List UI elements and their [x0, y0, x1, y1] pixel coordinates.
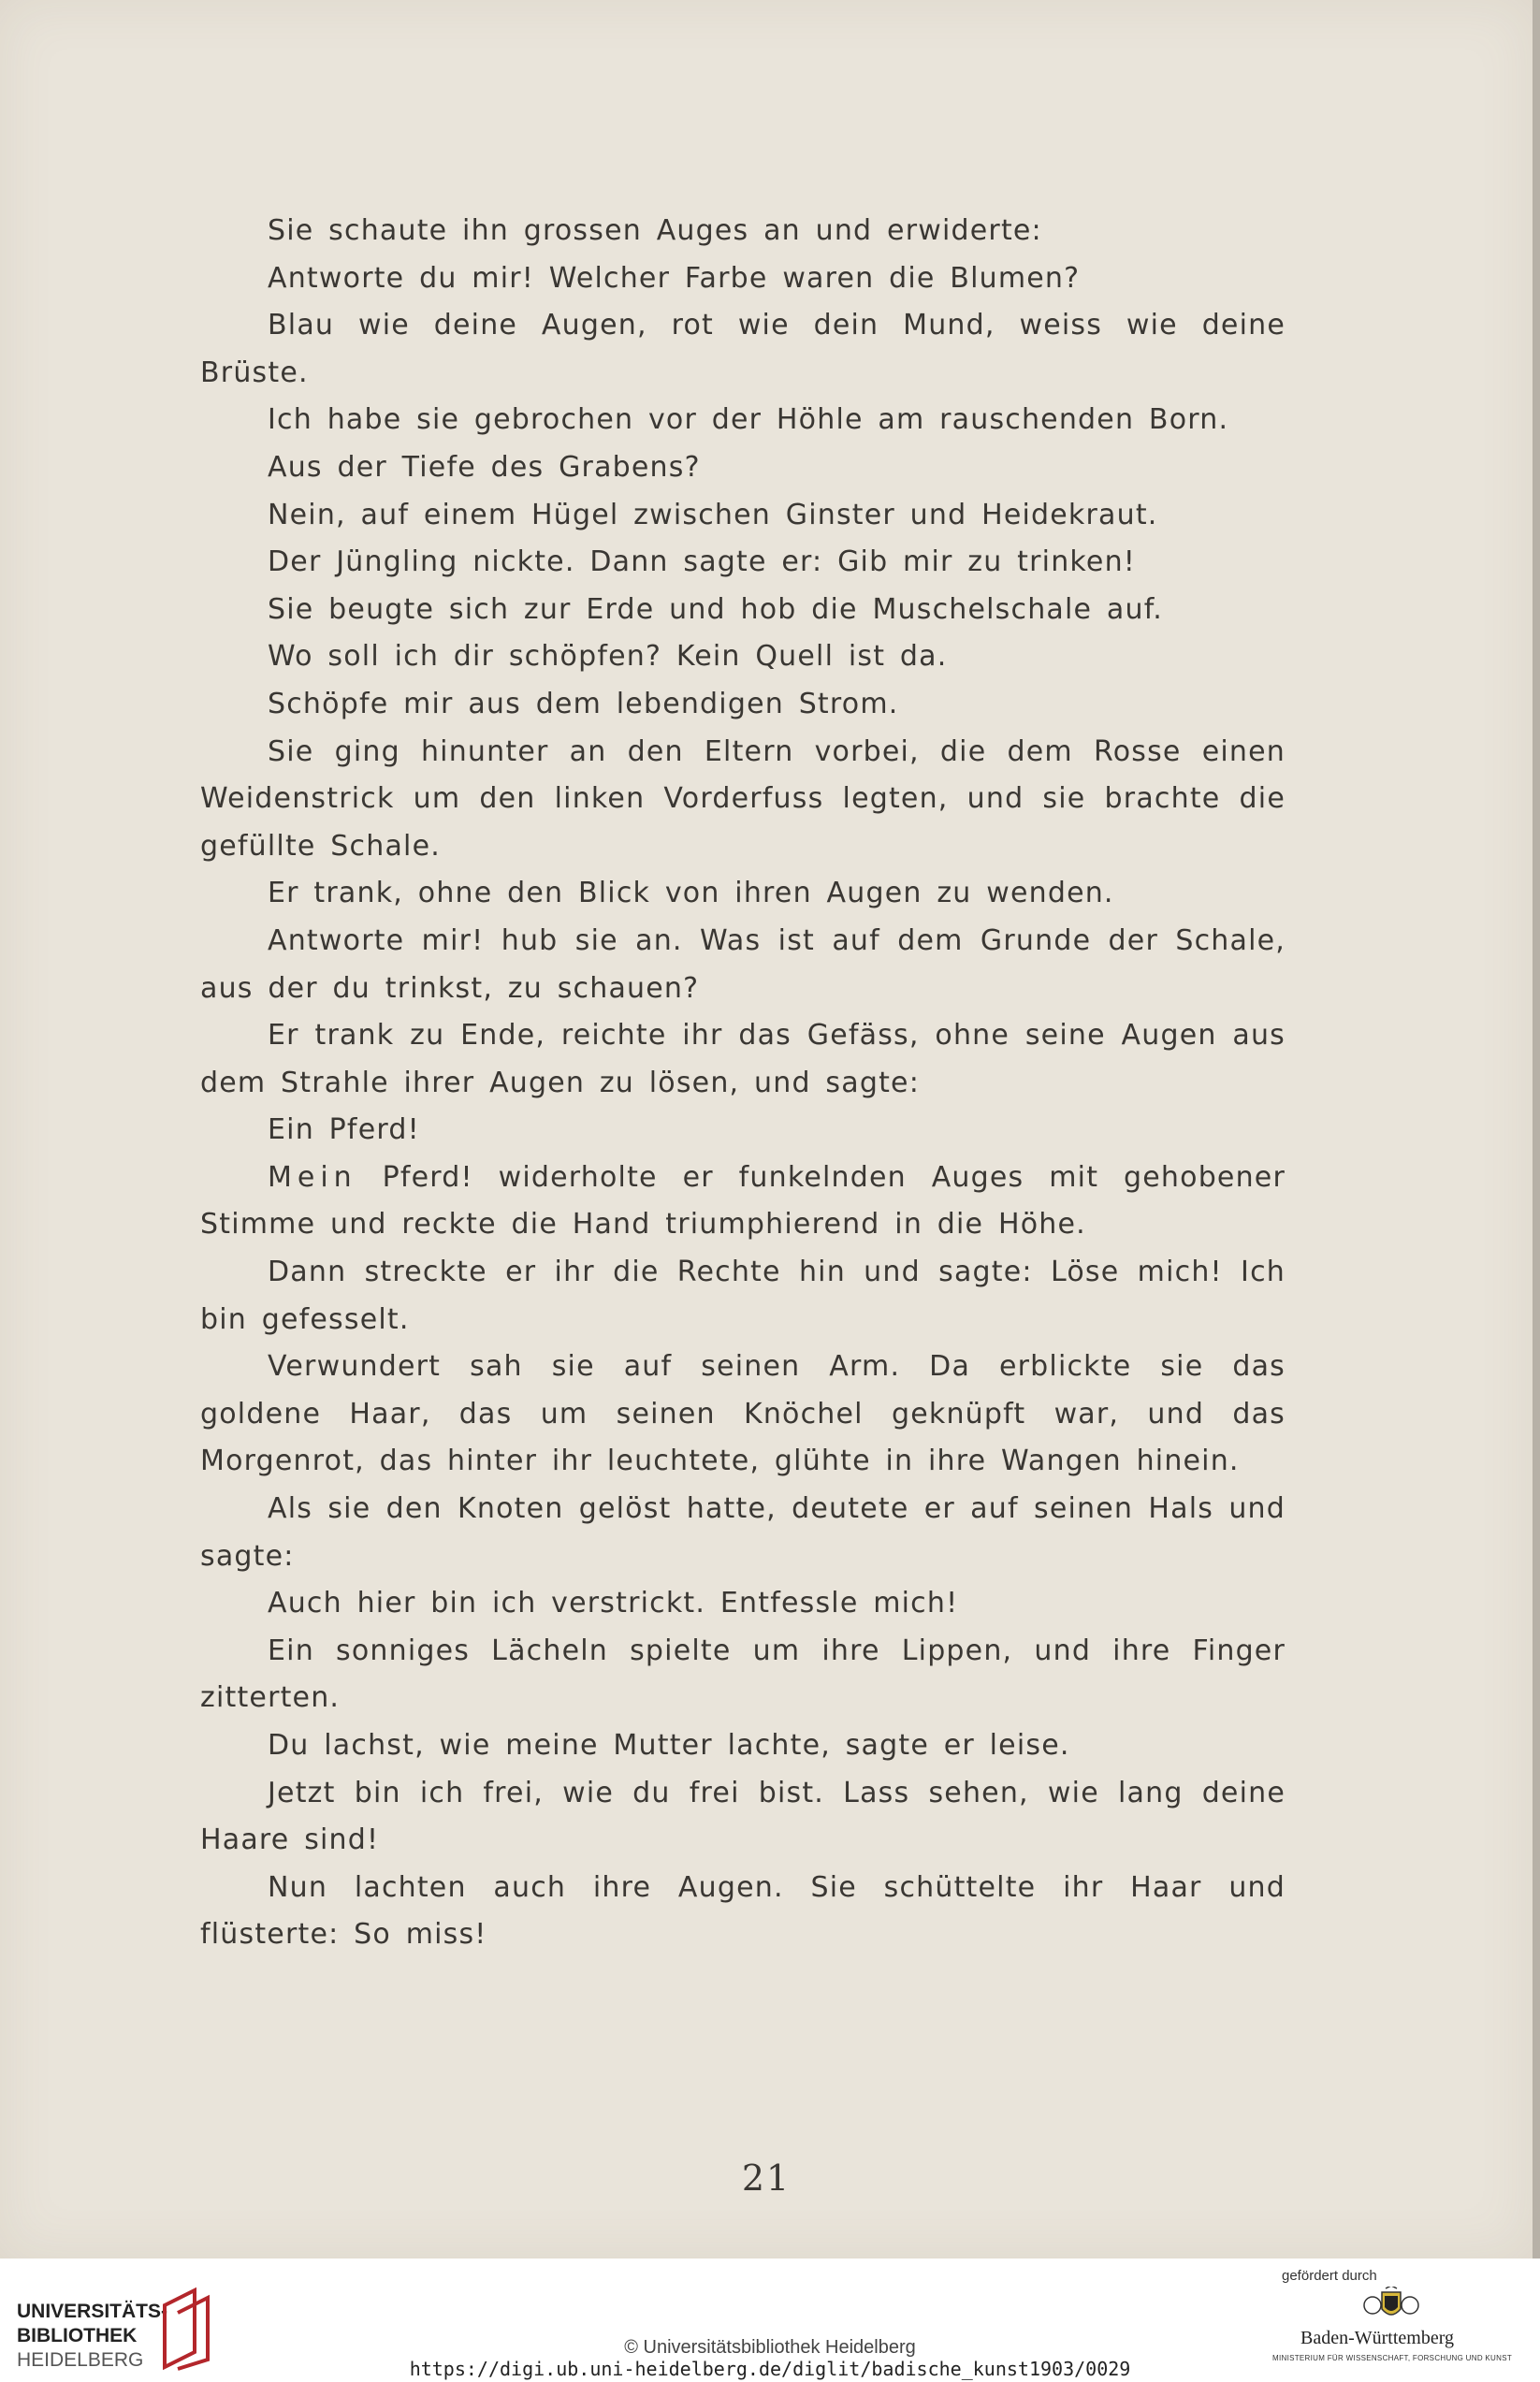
coat-of-arms-icon — [1358, 2287, 1424, 2326]
paragraph: Schöpfe mir aus dem lebendigen Strom. — [268, 687, 899, 720]
page-number: 21 — [741, 2157, 792, 2199]
paragraph: Blau wie deine Augen, rot wie dein Mund, weiss wie deine Brüste. — [200, 309, 1286, 389]
paragraph: Ein sonniges Lächeln spielte um ihre Lippen, und ihre Finger zitterten. — [200, 1634, 1286, 1715]
paragraph: Jetzt bin ich frei, wie du frei bist. Lass sehen, wie lang deine Haare sind! — [200, 1776, 1286, 1857]
paragraph: Nein, auf einem Hügel zwischen Ginster und Heidekraut. — [268, 498, 1158, 531]
paragraph: Ein Pferd! — [268, 1113, 420, 1147]
copyright-notice: © Universitätsbibliothek Heidelberg — [624, 2337, 916, 2358]
paragraph: Du lachst, wie meine Mutter lachte, sagte er leise. — [268, 1729, 1070, 1762]
paragraph: Nun lachten auch ihre Augen. Sie schüttelte ihr Haar und flüsterte: So miss! — [200, 1870, 1286, 1952]
paragraph: Wo soll ich dir schöpfen? Kein Quell ist da. — [268, 640, 948, 674]
library-name-line3: HEIDELBERG — [17, 2349, 144, 2371]
paragraph: Sie ging hinunter an den Eltern vorbei, die dem Rosse einen Weidenstrick um den linken Vorderfuss legten, und sie brachte die gefüllte Schale. — [200, 734, 1286, 863]
library-name-line1: UNIVERSITÄTS- — [17, 2301, 168, 2322]
paragraph: Antworte mir! hub sie an. Was ist auf dem Grunde der Schale, aus der du trinkst, zu schauen? — [200, 923, 1286, 1005]
sponsor-logo[interactable] — [1272, 2268, 1513, 2378]
sponsor-ministry: MINISTERIUM FÜR WISSENSCHAFT, FORSCHUNG UND KUNST — [1272, 2354, 1513, 2362]
paragraph-with-spaced-word — [200, 1155, 1286, 1249]
paragraph: Sie schaute ihn grossen Auges an und erwiderte: — [268, 214, 1042, 247]
paragraph: Verwundert sah sie auf seinen Arm. Da erblickte sie das goldene Haar, das um seinen Knöchel geknüpft war, und das Morgenrot, das hinter ihr leuchtete, glühte in ihre Wangen hinein. — [200, 1350, 1286, 1478]
paragraph: Auch hier bin ich verstrickt. Entfessle mich! — [268, 1587, 959, 1620]
library-name-line2: BIBLIOTHEK — [17, 2325, 138, 2346]
paragraph: Dann streckte er ihr die Rechte hin und sagte: Löse mich! Ich bin gefesselt. — [200, 1256, 1286, 1336]
paragraph: Antworte du mir! Welcher Farbe waren die Blumen? — [268, 261, 1081, 295]
paragraph: Er trank zu Ende, reichte ihr das Gefäss, ohne seine Augen aus dem Strahle ihrer Augen zu lösen, und sagte: — [200, 1019, 1286, 1099]
sponsor-name: Baden-Württemberg — [1300, 2328, 1455, 2348]
body-text — [200, 208, 1286, 1959]
sponsor-label: gefördert durch — [1282, 2268, 1377, 2284]
permalink-url[interactable]: https://digi.ub.uni-heidelberg.de/diglit/badische_kunst1903/0029 — [409, 2358, 1131, 2380]
paragraph: Der Jüngling nickte. Dann sagte er: Gib mir zu trinken! — [268, 545, 1137, 579]
paragraph: Sie beugte sich zur Erde und hob die Muschelschale auf. — [268, 592, 1164, 626]
paragraph-continuation: Pferd! widerholte er funkelnden Auges mit gehobener Stimme und reckte die Hand triumphierend in die Höhe. — [200, 1160, 1286, 1242]
paragraph: Ich habe sie gebrochen vor der Höhle am rauschenden Born. — [268, 403, 1229, 437]
footer-bar — [0, 2259, 1540, 2382]
spaced-word: Mein — [268, 1160, 357, 1194]
paragraph: Er trank, ohne den Blick von ihren Augen zu wenden. — [268, 877, 1114, 910]
paragraph: Aus der Tiefe des Grabens? — [268, 450, 701, 484]
paragraph: Als sie den Knoten gelöst hatte, deutete er auf seinen Hals und sagte: — [200, 1492, 1286, 1573]
